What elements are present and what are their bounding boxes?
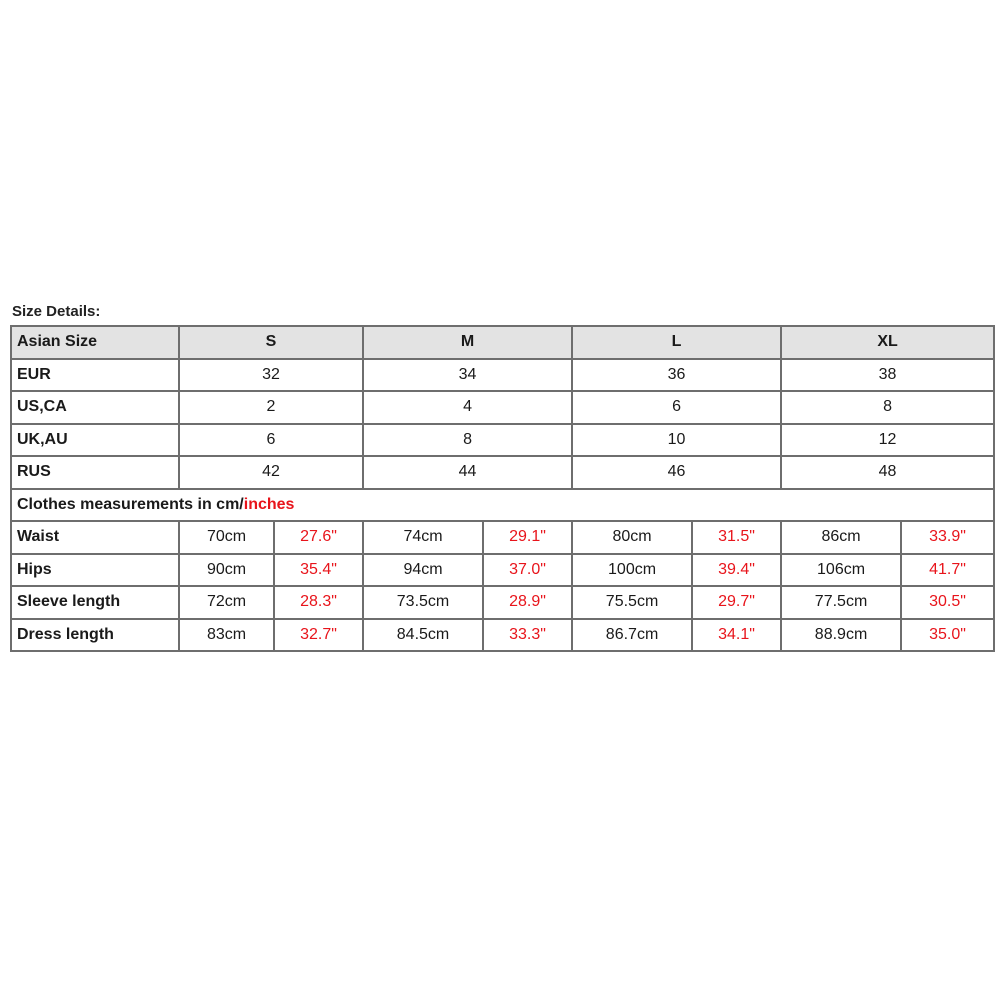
inch-value: 35.0" [901,619,994,652]
row-label: Hips [11,554,179,587]
size-header-row [11,326,994,359]
size-row-eur [11,359,994,392]
header-label: Asian Size [11,326,179,359]
cm-value: 73.5cm [363,586,483,619]
inch-value: 28.3" [274,586,363,619]
inch-value: 41.7" [901,554,994,587]
cm-value: 72cm [179,586,274,619]
cm-value: 80cm [572,521,692,554]
size-value: 36 [572,359,781,392]
row-label: Dress length [11,619,179,652]
inch-value: 39.4" [692,554,781,587]
size-value: 2 [179,391,363,424]
size-chart-table [10,325,995,652]
size-value: 38 [781,359,994,392]
inch-value: 37.0" [483,554,572,587]
size-value: 46 [572,456,781,489]
measure-row-waist [11,521,994,554]
cm-value: 94cm [363,554,483,587]
inch-value: 29.7" [692,586,781,619]
cm-value: 86.7cm [572,619,692,652]
cm-value: 106cm [781,554,901,587]
measure-row-dress-length [11,619,994,652]
size-value: 34 [363,359,572,392]
row-label: UK,AU [11,424,179,457]
measure-row-hips [11,554,994,587]
size-value: 32 [179,359,363,392]
cm-value: 86cm [781,521,901,554]
cm-value: 74cm [363,521,483,554]
measurements-section-row [11,489,994,522]
size-value: 4 [363,391,572,424]
inch-value: 29.1" [483,521,572,554]
cm-value: 77.5cm [781,586,901,619]
cm-value: 90cm [179,554,274,587]
size-value: 6 [572,391,781,424]
row-label: RUS [11,456,179,489]
cm-value: 84.5cm [363,619,483,652]
size-header-l: L [572,326,781,359]
size-row-us-ca [11,391,994,424]
cm-value: 75.5cm [572,586,692,619]
size-header-s: S [179,326,363,359]
size-header-xl: XL [781,326,994,359]
row-label: US,CA [11,391,179,424]
cm-value: 88.9cm [781,619,901,652]
inch-value: 28.9" [483,586,572,619]
cm-value: 70cm [179,521,274,554]
section-label-prefix: Clothes measurements in cm/ [17,495,244,513]
size-value: 42 [179,456,363,489]
inch-value: 30.5" [901,586,994,619]
row-label: Sleeve length [11,586,179,619]
section-label-highlight: inches [243,495,295,513]
inch-value: 35.4" [274,554,363,587]
size-value: 48 [781,456,994,489]
measurements-section-label [11,489,994,522]
size-value: 44 [363,456,572,489]
size-value: 12 [781,424,994,457]
size-header-m: M [363,326,572,359]
size-row-rus [11,456,994,489]
size-value: 8 [363,424,572,457]
size-value: 6 [179,424,363,457]
size-value: 10 [572,424,781,457]
inch-value: 27.6" [274,521,363,554]
size-row-uk-au [11,424,994,457]
cm-value: 83cm [179,619,274,652]
inch-value: 33.9" [901,521,994,554]
inch-value: 34.1" [692,619,781,652]
row-label: EUR [11,359,179,392]
inch-value: 31.5" [692,521,781,554]
size-details-title: Size Details: [12,303,101,320]
measure-row-sleeve-length [11,586,994,619]
inch-value: 33.3" [483,619,572,652]
size-value: 8 [781,391,994,424]
cm-value: 100cm [572,554,692,587]
row-label: Waist [11,521,179,554]
inch-value: 32.7" [274,619,363,652]
